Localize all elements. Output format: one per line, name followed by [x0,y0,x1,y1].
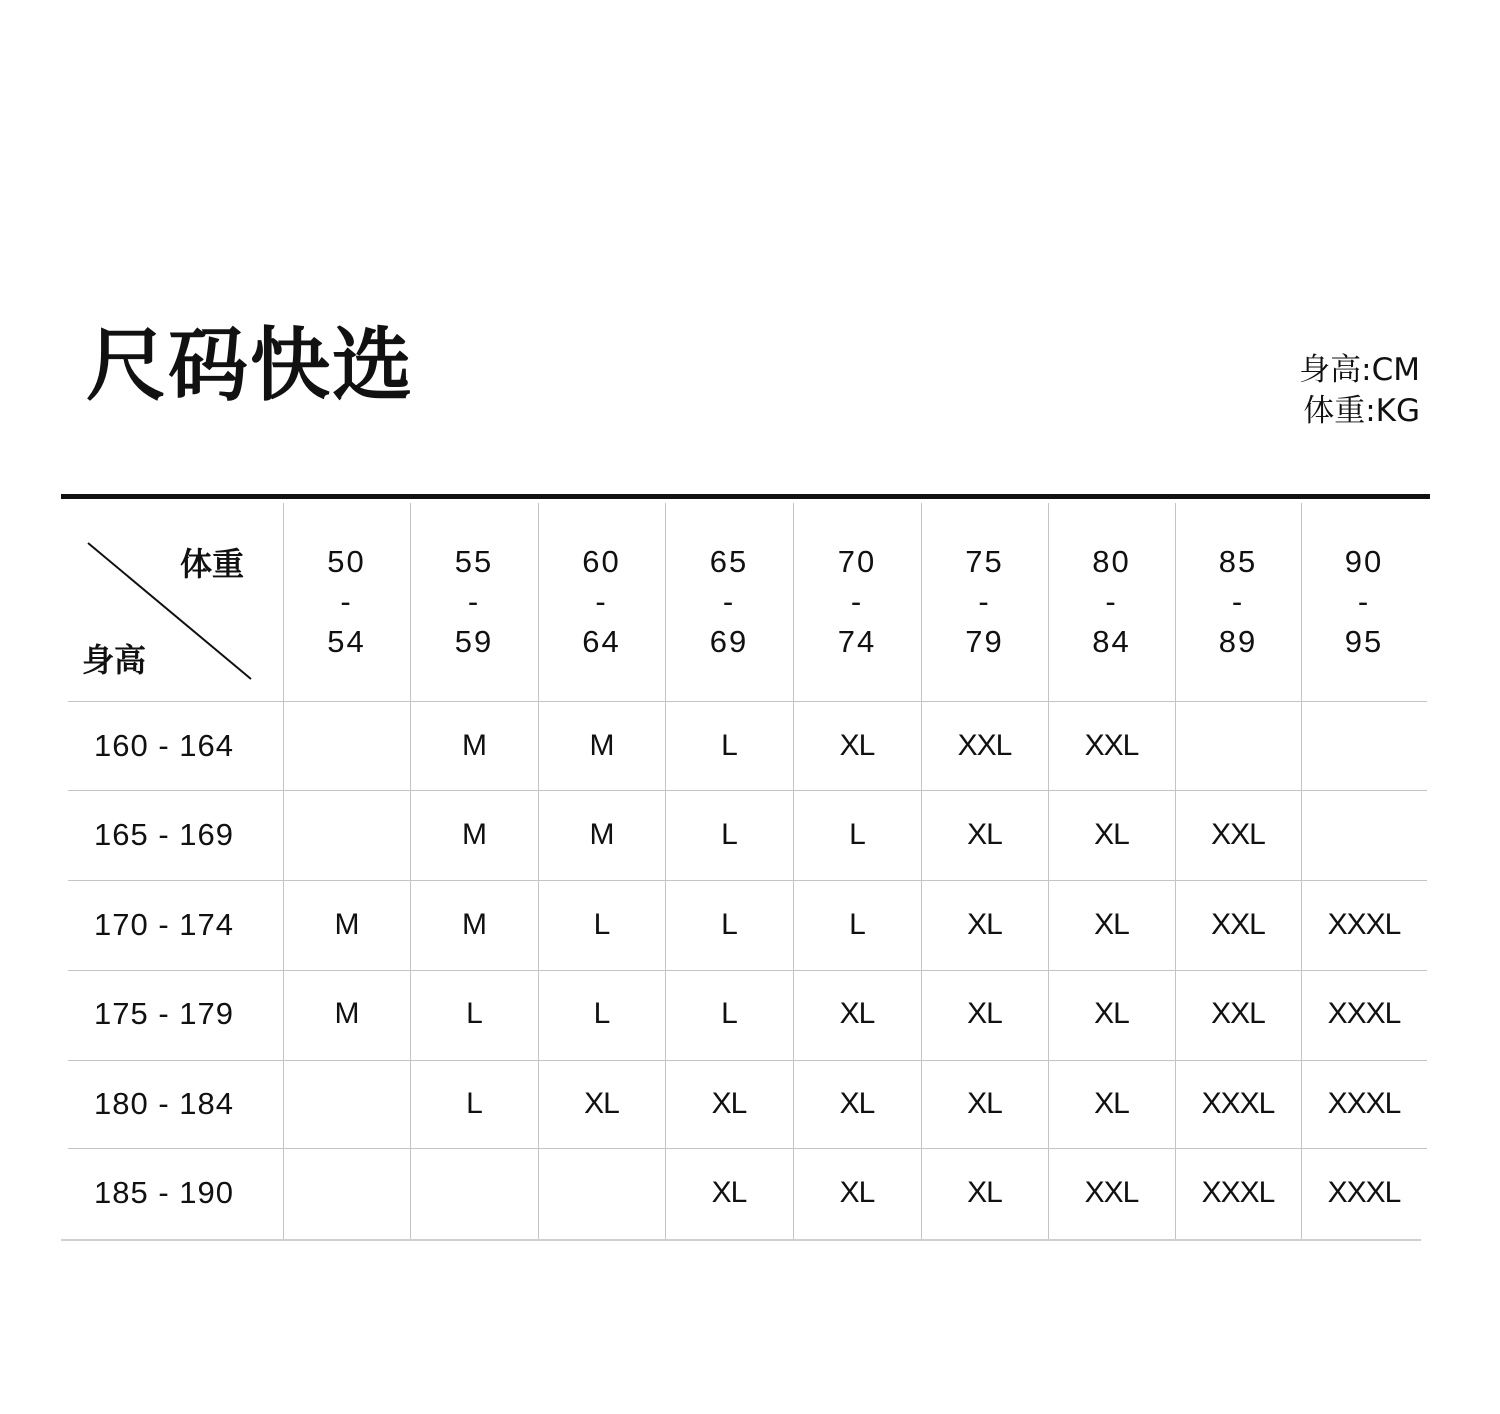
size-cell [1175,701,1301,790]
size-cell: XL [839,728,875,762]
size-cell: XL [711,1086,747,1120]
size-cell [538,1149,665,1238]
page-title: 尺码快选 [86,319,414,412]
size-cell: XXL [1084,728,1139,762]
weight-range-high: 69 [709,624,749,659]
weight-range-low: 60 [582,544,621,579]
size-cell: XXXL [1201,1176,1275,1209]
height-row-header: 175 - 179 [94,996,234,1031]
weight-range-sep: - [850,584,864,619]
size-cell [283,1149,410,1238]
size-cell: M [462,818,486,851]
size-cell [283,791,410,880]
size-cell: L [849,907,865,941]
size-cell [410,1149,538,1238]
size-cell [1301,701,1427,790]
size-cell: XXL [1084,1176,1139,1209]
weight-column-header [921,503,1048,701]
size-cell: XXL [957,728,1012,762]
size-cell: XL [967,907,1002,941]
size-cell: M [334,907,359,941]
size-cell: L [593,907,610,941]
weight-column-header [538,503,665,701]
size-cell: XL [584,1086,619,1120]
size-cell: L [849,818,865,851]
size-cell: L [721,818,737,851]
size-cell: XL [839,1176,875,1209]
size-cell: M [462,907,486,941]
size-cell: XL [839,997,875,1030]
size-cell: XL [1094,997,1129,1030]
weight-range-sep: - [1231,584,1245,619]
size-cell: XL [967,818,1002,851]
size-cell [283,1059,410,1148]
size-cell: M [589,728,614,762]
weight-column-header [793,503,921,701]
height-unit-label: 身高:CM [1299,352,1420,388]
height-row-header: 165 - 169 [94,817,234,852]
size-cell: L [593,997,610,1030]
weight-range-sep: - [1357,584,1371,619]
weight-range-low: 50 [327,544,366,579]
weight-range-low: 70 [837,544,877,579]
weight-range-high: 54 [327,624,366,659]
size-cell: XXXL [1327,1086,1401,1120]
weight-column-header [410,503,538,701]
weight-column-header [1301,503,1427,701]
size-cell: XL [967,1176,1002,1209]
weight-range-low: 90 [1344,544,1384,579]
size-cell [1301,791,1427,880]
size-cell: XXXL [1201,1086,1275,1120]
size-cell: M [334,997,359,1030]
weight-range-sep: - [595,584,608,619]
size-cell: XL [967,1086,1002,1120]
weight-range-low: 75 [965,544,1004,579]
size-cell: XXXL [1327,907,1401,941]
size-cell: XL [711,1176,747,1209]
weight-range-high: 89 [1218,624,1258,659]
height-row-header: 185 - 190 [94,1175,234,1210]
weight-range-sep: - [1105,584,1118,619]
weight-range-sep: - [978,584,991,619]
size-cell: XL [1094,818,1129,851]
weight-unit-label: 体重:KG [1303,393,1420,429]
size-cell: XL [1094,1086,1129,1120]
weight-range-low: 80 [1092,544,1131,579]
unit-legend [1299,350,1420,432]
size-cell: XXXL [1327,1176,1401,1209]
size-cell: XXL [1211,907,1265,941]
size-cell: L [466,1086,482,1120]
size-cell [283,701,410,790]
height-row-header: 180 - 184 [94,1085,234,1121]
corner-weight-label: 体重 [180,545,245,583]
height-row-header: 170 - 174 [94,906,234,942]
weight-column-header [1048,503,1175,701]
weight-range-low: 65 [709,544,749,579]
weight-column-header [1175,503,1301,701]
height-row-header: 160 - 164 [94,727,234,763]
size-cell: XXL [1211,997,1265,1030]
table-corner-header [70,503,283,701]
weight-range-high: 84 [1092,624,1131,659]
weight-range-high: 79 [965,624,1004,659]
weight-range-high: 74 [837,624,877,659]
weight-range-sep: - [340,584,353,619]
size-cell: M [462,728,486,762]
weight-range-low: 55 [454,544,494,579]
size-cell: M [589,818,614,851]
corner-height-label: 身高 [82,641,147,679]
table-top-rule [61,494,1430,499]
table-bottom-rule [61,1239,1421,1241]
weight-range-high: 95 [1344,624,1384,659]
weight-range-high: 59 [454,624,494,659]
size-cell: XL [967,997,1002,1030]
size-cell: L [721,728,737,762]
weight-column-header [665,503,793,701]
size-cell: L [466,997,482,1030]
weight-range-sep: - [467,584,481,619]
size-cell: L [721,907,737,941]
weight-range-low: 85 [1218,544,1258,579]
weight-range-high: 64 [582,624,621,659]
size-cell: L [721,997,737,1030]
size-cell: XXL [1211,818,1265,851]
size-cell: XL [1094,907,1129,941]
weight-range-sep: - [722,584,736,619]
size-cell: XXXL [1327,997,1401,1030]
size-cell: XL [839,1086,875,1120]
weight-column-header [283,503,410,701]
